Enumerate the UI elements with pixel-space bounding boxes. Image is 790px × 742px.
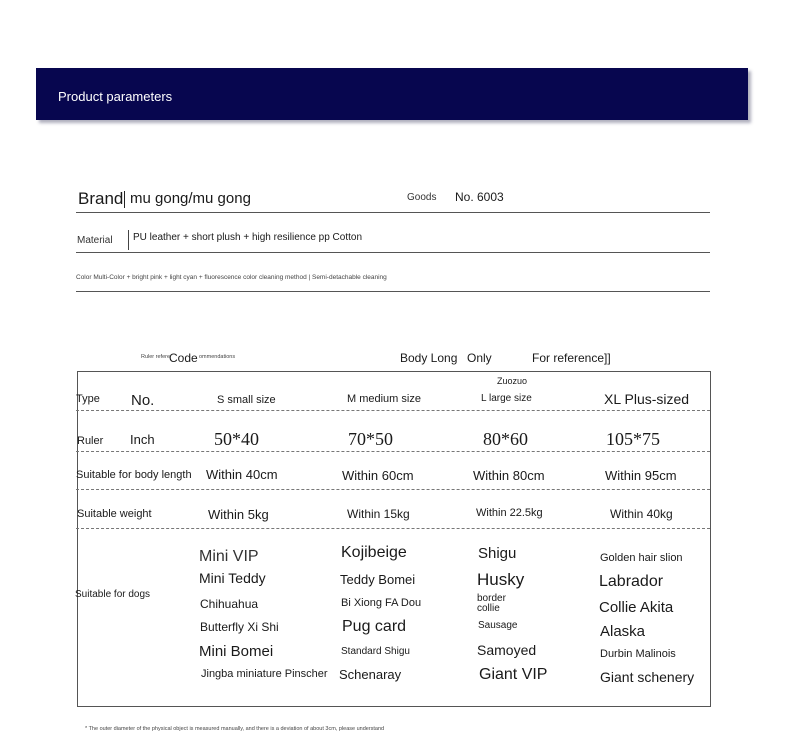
weight-row-s: Within 5kg — [208, 507, 269, 522]
ruler-row-l: 80*60 — [483, 429, 528, 449]
type-row-label: Type — [76, 393, 100, 405]
goods-label: Goods — [407, 192, 437, 203]
dog-l-2: Husky — [477, 570, 525, 589]
dog-m-4: Pug card — [342, 618, 407, 635]
footnote: * The outer diameter of the physical object is measured manually, and there is a deviation of about 3cm, please understand — [85, 726, 385, 732]
dog-m-5: Standard Shigu — [341, 646, 410, 657]
table-divider-2 — [76, 451, 710, 452]
color-line: Color Multi-Color + bright pink + light cyan + fluorescence color cleaning method | Semi-detachable cleaning — [76, 274, 387, 281]
length-row-s: Within 40cm — [206, 467, 278, 482]
dog-l-1: Shigu — [478, 545, 517, 562]
ruler-note-body-long: Body Long — [400, 351, 458, 365]
dogs-row-label: Suitable for dogs — [75, 589, 151, 600]
dog-xl-2: Labrador — [599, 573, 664, 590]
header-banner — [36, 68, 748, 120]
dog-s-2: Mini Teddy — [199, 570, 266, 586]
ruler-note-suffix: ommendations — [199, 354, 236, 360]
dog-l-5: Sausage — [478, 620, 518, 631]
dog-l-3: border — [477, 593, 506, 604]
ruler-row-m: 70*50 — [348, 429, 393, 449]
dog-l-7: Giant VIP — [479, 666, 548, 683]
ruler-note-code: Code — [169, 351, 198, 365]
weight-row-label: Suitable weight — [77, 508, 152, 520]
brand-label: Brand — [78, 189, 124, 208]
dog-xl-6: Giant schenery — [600, 669, 695, 685]
ruler-row-s: 50*40 — [214, 429, 259, 449]
header-title: Product parameters — [58, 89, 173, 104]
table-divider-4 — [76, 528, 710, 529]
dog-m-2: Teddy Bomei — [340, 572, 416, 587]
material-value: PU leather + short plush + high resilience pp Cotton — [133, 232, 363, 243]
dog-l-4: collie — [477, 603, 500, 614]
dog-s-1: Mini VIP — [199, 548, 259, 565]
weight-row-l: Within 22.5kg — [476, 507, 543, 519]
color-rule — [76, 291, 710, 292]
type-row-s: S small size — [217, 394, 276, 406]
goods-number: No. 6003 — [455, 190, 504, 204]
dog-l-6: Samoyed — [477, 642, 537, 658]
length-row-m: Within 60cm — [342, 468, 414, 483]
table-divider-1 — [76, 410, 710, 411]
table-divider-3 — [76, 489, 710, 490]
dog-s-3: Chihuahua — [200, 597, 259, 611]
dog-m-3: Bi Xiong FA Dou — [341, 597, 422, 609]
brand-value: mu gong/mu gong — [130, 190, 251, 207]
brand-divider — [124, 191, 125, 208]
weight-row-xl: Within 40kg — [610, 507, 673, 521]
dog-m-1: Kojibeige — [341, 544, 407, 561]
ruler-note-only: Only — [467, 351, 492, 365]
length-row-label: Suitable for body length — [76, 469, 192, 481]
length-row-xl: Within 95cm — [605, 468, 677, 483]
dog-xl-1: Golden hair slion — [600, 552, 683, 564]
dog-xl-4: Alaska — [600, 623, 646, 640]
material-label: Material — [77, 235, 113, 246]
dog-s-4: Butterfly Xi Shi — [200, 620, 279, 634]
weight-row-m: Within 15kg — [347, 507, 410, 521]
ruler-row-inch: Inch — [130, 432, 155, 447]
length-row-l: Within 80cm — [473, 468, 545, 483]
type-row-m: M medium size — [347, 393, 421, 405]
type-row-xl: XL Plus-sized — [604, 391, 690, 407]
dog-m-6: Schenaray — [339, 667, 402, 682]
ruler-row-label: Ruler — [77, 435, 104, 447]
ruler-row-xl: 105*75 — [606, 429, 660, 449]
ruler-note-for-reference: For reference]] — [532, 351, 611, 365]
ruler-note-zuozuo: Zuozuo — [497, 376, 528, 386]
brand-rule — [76, 212, 710, 213]
dog-s-5: Mini Bomei — [199, 643, 274, 660]
dog-xl-3: Collie Akita — [599, 599, 674, 616]
type-row-no: No. — [131, 392, 155, 409]
material-rule — [76, 252, 710, 253]
material-divider — [128, 230, 129, 250]
dog-xl-5: Durbin Malinois — [600, 648, 676, 660]
ruler-note-prefix: Ruler refere — [141, 354, 171, 360]
type-row-l: L large size — [481, 393, 532, 404]
dog-s-6: Jingba miniature Pinscher — [201, 668, 328, 680]
